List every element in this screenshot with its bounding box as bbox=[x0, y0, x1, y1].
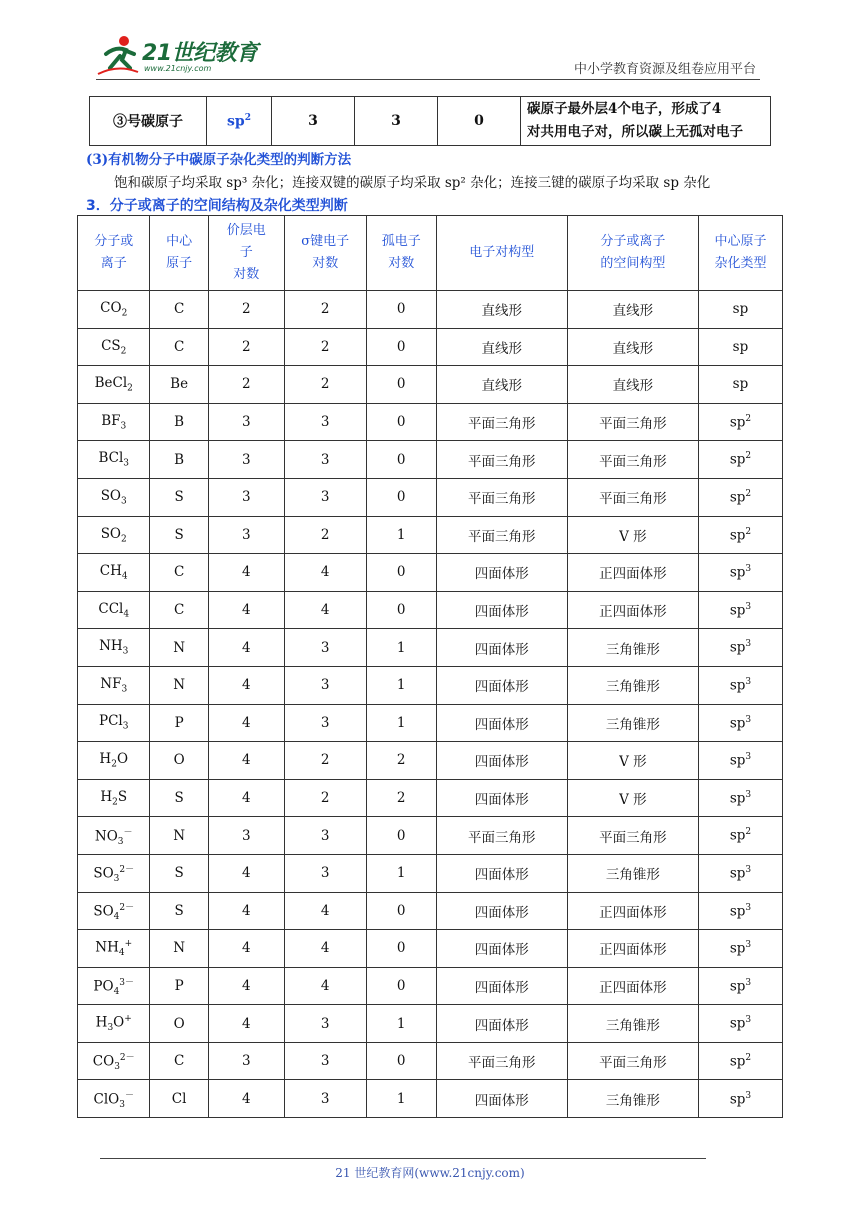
hybrid-cell: $sp^3$ bbox=[698, 554, 782, 592]
valence-cell: 3 bbox=[208, 817, 284, 855]
section3-heading: (3)有机物分子中碳原子杂化类型的判断方法 bbox=[86, 152, 352, 168]
center-cell: C bbox=[150, 291, 208, 329]
shape-cell: 三角锥形 bbox=[567, 629, 698, 667]
lone-cell: 0 bbox=[366, 478, 436, 516]
hybrid-cell: $sp^3$ bbox=[698, 591, 782, 629]
running-figure-logo-icon bbox=[96, 34, 140, 78]
table-row bbox=[78, 892, 783, 930]
hybrid-cell: sp bbox=[698, 366, 782, 404]
lone-cell: 0 bbox=[366, 892, 436, 930]
shape-cell: 正四面体形 bbox=[567, 930, 698, 968]
sigma-cell: 2 bbox=[284, 291, 366, 329]
carbon-col3: 0 bbox=[438, 97, 521, 146]
center-cell: P bbox=[150, 967, 208, 1005]
center-cell: C bbox=[150, 1042, 208, 1080]
hybrid-cell: $sp^3$ bbox=[698, 666, 782, 704]
shape-cell: 直线形 bbox=[567, 291, 698, 329]
sigma-cell: 3 bbox=[284, 629, 366, 667]
hybrid-cell: $sp^2$ bbox=[698, 478, 782, 516]
valence-cell: 4 bbox=[208, 742, 284, 780]
center-cell: P bbox=[150, 704, 208, 742]
table-row bbox=[78, 742, 783, 780]
shape-cell: 直线形 bbox=[567, 328, 698, 366]
sigma-cell: 2 bbox=[284, 328, 366, 366]
table-row bbox=[78, 967, 783, 1005]
valence-cell: 2 bbox=[208, 328, 284, 366]
logo-url: www.21cnjy.com bbox=[144, 64, 212, 73]
formula-cell: $CO_3^{2-}$ bbox=[78, 1042, 150, 1080]
page-footer[interactable]: 21 世纪教育网(www.21cnjy.com) bbox=[335, 1166, 525, 1180]
valence-cell: 2 bbox=[208, 366, 284, 404]
lone-cell: 0 bbox=[366, 366, 436, 404]
hybrid-cell: $sp^3$ bbox=[698, 1005, 782, 1043]
center-cell: B bbox=[150, 403, 208, 441]
formula-cell: $H_3O^+$ bbox=[78, 1005, 150, 1043]
hybridization-table bbox=[77, 215, 783, 1118]
formula-cell: $CH_4$ bbox=[78, 554, 150, 592]
lone-cell: 0 bbox=[366, 291, 436, 329]
valence-cell: 4 bbox=[208, 930, 284, 968]
hybrid-cell: $sp^3$ bbox=[698, 967, 782, 1005]
lone-cell: 0 bbox=[366, 403, 436, 441]
valence-cell: 3 bbox=[208, 516, 284, 554]
valence-cell: 4 bbox=[208, 1005, 284, 1043]
pair-cell: 四面体形 bbox=[436, 779, 567, 817]
shape-cell: 平面三角形 bbox=[567, 403, 698, 441]
sigma-cell: 3 bbox=[284, 1042, 366, 1080]
lone-cell: 1 bbox=[366, 704, 436, 742]
lone-cell: 0 bbox=[366, 817, 436, 855]
center-cell: C bbox=[150, 554, 208, 592]
valence-cell: 4 bbox=[208, 1080, 284, 1118]
shape-cell: 平面三角形 bbox=[567, 1042, 698, 1080]
sigma-cell: 3 bbox=[284, 403, 366, 441]
formula-cell: $CS_2$ bbox=[78, 328, 150, 366]
carbon-description: 碳原子最外层4个电子，形成了4 对共用电子对，所以碳上无孤对电子 bbox=[521, 97, 771, 146]
table-row bbox=[78, 1042, 783, 1080]
table-row bbox=[78, 854, 783, 892]
table-row bbox=[78, 629, 783, 667]
sigma-cell: 3 bbox=[284, 704, 366, 742]
sigma-cell: 4 bbox=[284, 930, 366, 968]
shape-cell: 正四面体形 bbox=[567, 591, 698, 629]
sigma-cell: 3 bbox=[284, 666, 366, 704]
pair-cell: 平面三角形 bbox=[436, 403, 567, 441]
carbon-col2: 3 bbox=[355, 97, 438, 146]
column-header: 孤电子 对数 bbox=[366, 216, 436, 291]
center-cell: S bbox=[150, 516, 208, 554]
table-row bbox=[78, 930, 783, 968]
carbon-hybrid: $sp^2$ bbox=[207, 97, 272, 146]
header-slogan: 中小学教育资源及组卷应用平台 bbox=[573, 62, 756, 77]
section-title: 3．分子或离子的空间结构及杂化类型判断 bbox=[86, 198, 348, 214]
sigma-cell: 2 bbox=[284, 516, 366, 554]
table-header-row bbox=[78, 216, 783, 291]
hybrid-cell: $sp^2$ bbox=[698, 1042, 782, 1080]
footer-divider bbox=[100, 1158, 706, 1159]
sigma-cell: 3 bbox=[284, 817, 366, 855]
pair-cell: 四面体形 bbox=[436, 591, 567, 629]
sigma-cell: 3 bbox=[284, 1005, 366, 1043]
formula-cell: BCl$_3$ bbox=[78, 441, 150, 479]
sigma-cell: 4 bbox=[284, 591, 366, 629]
valence-cell: 3 bbox=[208, 1042, 284, 1080]
center-cell: N bbox=[150, 629, 208, 667]
lone-cell: 1 bbox=[366, 516, 436, 554]
valence-cell: 3 bbox=[208, 478, 284, 516]
pair-cell: 四面体形 bbox=[436, 629, 567, 667]
hybrid-cell: $sp^3$ bbox=[698, 629, 782, 667]
column-header: 分子或离子 的空间构型 bbox=[567, 216, 698, 291]
table-row bbox=[78, 817, 783, 855]
shape-cell: 三角锥形 bbox=[567, 1005, 698, 1043]
pair-cell: 直线形 bbox=[436, 291, 567, 329]
logo-text: 21世纪教育 bbox=[142, 41, 258, 66]
column-header: 价层电 子 对数 bbox=[208, 216, 284, 291]
formula-cell: $CO_2$ bbox=[78, 291, 150, 329]
table-row bbox=[78, 779, 783, 817]
formula-cell: $SO_4^{2-}$ bbox=[78, 892, 150, 930]
shape-cell: V 形 bbox=[567, 742, 698, 780]
lone-cell: 1 bbox=[366, 629, 436, 667]
valence-cell: 4 bbox=[208, 591, 284, 629]
section3-paragraph: 饱和碳原子均采取 sp³ 杂化；连接双键的碳原子均采取 sp² 杂化；连接三键的碳原子均采取 sp 杂化 bbox=[114, 175, 711, 191]
center-cell: Cl bbox=[150, 1080, 208, 1118]
center-cell: N bbox=[150, 817, 208, 855]
valence-cell: 4 bbox=[208, 666, 284, 704]
sigma-cell: 2 bbox=[284, 779, 366, 817]
formula-cell: $H_2S$ bbox=[78, 779, 150, 817]
pair-cell: 四面体形 bbox=[436, 892, 567, 930]
center-cell: N bbox=[150, 666, 208, 704]
shape-cell: 正四面体形 bbox=[567, 554, 698, 592]
valence-cell: 4 bbox=[208, 892, 284, 930]
hybrid-cell: $sp^3$ bbox=[698, 930, 782, 968]
formula-cell: $SO_3$ bbox=[78, 478, 150, 516]
hybrid-cell: $sp^2$ bbox=[698, 403, 782, 441]
hybrid-cell: $sp^3$ bbox=[698, 779, 782, 817]
center-cell: O bbox=[150, 1005, 208, 1043]
table-row bbox=[78, 704, 783, 742]
formula-cell: $NH_4^+$ bbox=[78, 930, 150, 968]
hybrid-cell: $sp^3$ bbox=[698, 854, 782, 892]
shape-cell: 三角锥形 bbox=[567, 1080, 698, 1118]
table-row bbox=[78, 403, 783, 441]
hybrid-cell: $sp^3$ bbox=[698, 892, 782, 930]
formula-cell: $BF_3$ bbox=[78, 403, 150, 441]
sigma-cell: 3 bbox=[284, 441, 366, 479]
valence-cell: 2 bbox=[208, 291, 284, 329]
valence-cell: 4 bbox=[208, 967, 284, 1005]
hybrid-cell: sp bbox=[698, 328, 782, 366]
center-cell: B bbox=[150, 441, 208, 479]
pair-cell: 四面体形 bbox=[436, 554, 567, 592]
column-header: σ键电子 对数 bbox=[284, 216, 366, 291]
center-cell: Be bbox=[150, 366, 208, 404]
table-row bbox=[78, 516, 783, 554]
pair-cell: 平面三角形 bbox=[436, 516, 567, 554]
shape-cell: 三角锥形 bbox=[567, 854, 698, 892]
formula-cell: $NH_3$ bbox=[78, 629, 150, 667]
lone-cell: 1 bbox=[366, 1005, 436, 1043]
lone-cell: 0 bbox=[366, 554, 436, 592]
formula-cell: CCl$_4$ bbox=[78, 591, 150, 629]
table-row bbox=[78, 441, 783, 479]
formula-cell: ClO$_3$－ bbox=[78, 1080, 150, 1118]
pair-cell: 平面三角形 bbox=[436, 441, 567, 479]
shape-cell: V 形 bbox=[567, 516, 698, 554]
table-row bbox=[78, 366, 783, 404]
pair-cell: 四面体形 bbox=[436, 1005, 567, 1043]
header-divider bbox=[96, 79, 760, 80]
pair-cell: 平面三角形 bbox=[436, 478, 567, 516]
carbon-label: ③号碳原子 bbox=[90, 97, 207, 146]
column-header: 中心 原子 bbox=[150, 216, 208, 291]
hybrid-cell: $sp^3$ bbox=[698, 1080, 782, 1118]
valence-cell: 4 bbox=[208, 554, 284, 592]
carbon-atom-table bbox=[89, 96, 771, 146]
hybrid-cell: $sp^3$ bbox=[698, 742, 782, 780]
pair-cell: 平面三角形 bbox=[436, 1042, 567, 1080]
table-row bbox=[78, 1080, 783, 1118]
shape-cell: 三角锥形 bbox=[567, 704, 698, 742]
pair-cell: 四面体形 bbox=[436, 930, 567, 968]
shape-cell: 正四面体形 bbox=[567, 892, 698, 930]
pair-cell: 四面体形 bbox=[436, 1080, 567, 1118]
column-header: 分子或 离子 bbox=[78, 216, 150, 291]
sigma-cell: 3 bbox=[284, 478, 366, 516]
formula-cell: $SO_2$ bbox=[78, 516, 150, 554]
center-cell: S bbox=[150, 892, 208, 930]
lone-cell: 0 bbox=[366, 967, 436, 1005]
site-logo[interactable] bbox=[96, 34, 266, 80]
pair-cell: 四面体形 bbox=[436, 666, 567, 704]
table-row bbox=[78, 478, 783, 516]
shape-cell: 三角锥形 bbox=[567, 666, 698, 704]
valence-cell: 4 bbox=[208, 704, 284, 742]
hybrid-cell: $sp^2$ bbox=[698, 441, 782, 479]
sigma-cell: 3 bbox=[284, 854, 366, 892]
carbon-col1: 3 bbox=[272, 97, 355, 146]
lone-cell: 1 bbox=[366, 666, 436, 704]
lone-cell: 1 bbox=[366, 854, 436, 892]
table-row bbox=[78, 591, 783, 629]
formula-cell: PCl$_3$ bbox=[78, 704, 150, 742]
table-row bbox=[78, 554, 783, 592]
formula-cell: $NO_3^-$ bbox=[78, 817, 150, 855]
column-header: 中心原子 杂化类型 bbox=[698, 216, 782, 291]
valence-cell: 4 bbox=[208, 854, 284, 892]
sigma-cell: 4 bbox=[284, 967, 366, 1005]
formula-cell: $NF_3$ bbox=[78, 666, 150, 704]
table-row bbox=[78, 328, 783, 366]
valence-cell: 4 bbox=[208, 779, 284, 817]
table-row bbox=[90, 97, 771, 146]
lone-cell: 0 bbox=[366, 1042, 436, 1080]
pair-cell: 四面体形 bbox=[436, 967, 567, 1005]
column-header: 电子对构型 bbox=[436, 216, 567, 291]
center-cell: S bbox=[150, 779, 208, 817]
center-cell: N bbox=[150, 930, 208, 968]
pair-cell: 直线形 bbox=[436, 328, 567, 366]
pair-cell: 四面体形 bbox=[436, 854, 567, 892]
lone-cell: 0 bbox=[366, 930, 436, 968]
shape-cell: 平面三角形 bbox=[567, 817, 698, 855]
sigma-cell: 3 bbox=[284, 1080, 366, 1118]
lone-cell: 1 bbox=[366, 1080, 436, 1118]
formula-cell: $SO_3^{2-}$ bbox=[78, 854, 150, 892]
table-row bbox=[78, 1005, 783, 1043]
pair-cell: 平面三角形 bbox=[436, 817, 567, 855]
valence-cell: 3 bbox=[208, 403, 284, 441]
hybrid-cell: $sp^3$ bbox=[698, 704, 782, 742]
sigma-cell: 2 bbox=[284, 366, 366, 404]
hybrid-cell: $sp^2$ bbox=[698, 516, 782, 554]
formula-cell: $H_2O$ bbox=[78, 742, 150, 780]
table-row bbox=[78, 291, 783, 329]
shape-cell: 平面三角形 bbox=[567, 441, 698, 479]
hybrid-cell: $sp^2$ bbox=[698, 817, 782, 855]
formula-cell: $PO_4^{3-}$ bbox=[78, 967, 150, 1005]
page-header bbox=[0, 0, 860, 82]
center-cell: C bbox=[150, 591, 208, 629]
lone-cell: 2 bbox=[366, 779, 436, 817]
lone-cell: 2 bbox=[366, 742, 436, 780]
shape-cell: 直线形 bbox=[567, 366, 698, 404]
center-cell: O bbox=[150, 742, 208, 780]
shape-cell: V 形 bbox=[567, 779, 698, 817]
shape-cell: 正四面体形 bbox=[567, 967, 698, 1005]
pair-cell: 直线形 bbox=[436, 366, 567, 404]
center-cell: S bbox=[150, 478, 208, 516]
sigma-cell: 4 bbox=[284, 554, 366, 592]
sigma-cell: 4 bbox=[284, 892, 366, 930]
pair-cell: 四面体形 bbox=[436, 704, 567, 742]
center-cell: C bbox=[150, 328, 208, 366]
valence-cell: 3 bbox=[208, 441, 284, 479]
lone-cell: 0 bbox=[366, 328, 436, 366]
lone-cell: 0 bbox=[366, 591, 436, 629]
hybrid-cell: sp bbox=[698, 291, 782, 329]
center-cell: S bbox=[150, 854, 208, 892]
sigma-cell: 2 bbox=[284, 742, 366, 780]
table-row bbox=[78, 666, 783, 704]
formula-cell: BeCl$_2$ bbox=[78, 366, 150, 404]
shape-cell: 平面三角形 bbox=[567, 478, 698, 516]
pair-cell: 四面体形 bbox=[436, 742, 567, 780]
valence-cell: 4 bbox=[208, 629, 284, 667]
lone-cell: 0 bbox=[366, 441, 436, 479]
